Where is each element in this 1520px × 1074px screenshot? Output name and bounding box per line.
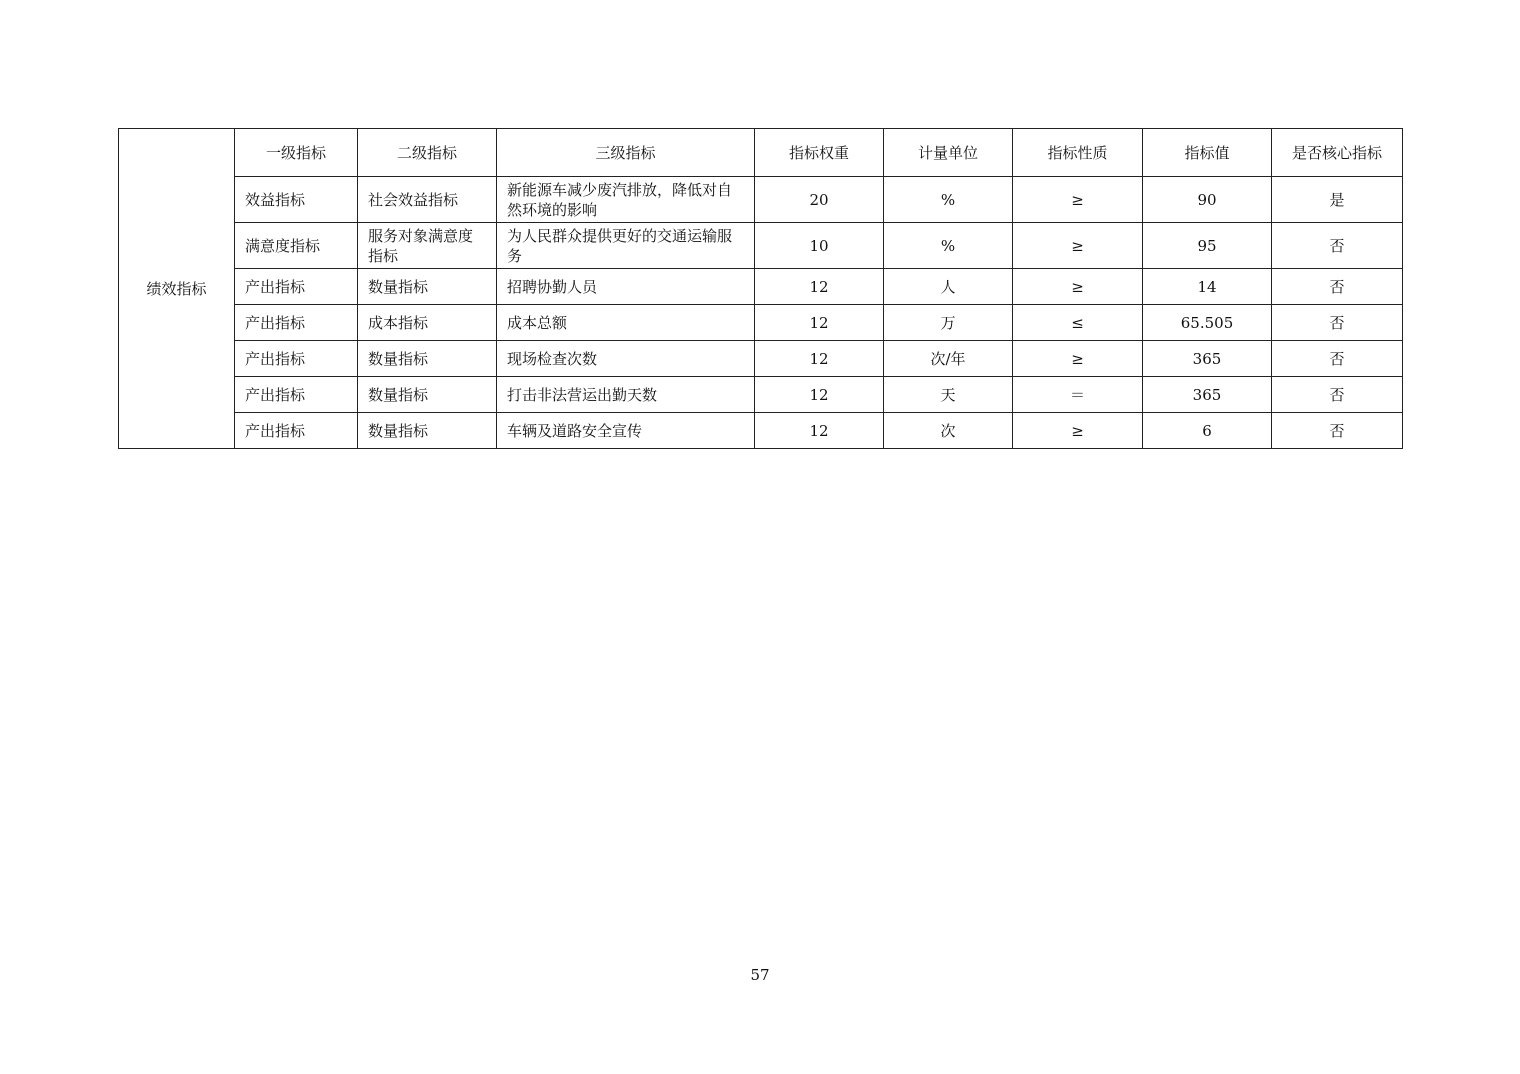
table-row [119,177,1403,223]
level3-cell: 新能源车减少废汽排放，降低对自然环境的影响 [497,177,755,223]
level3-cell: 现场检查次数 [497,341,755,377]
nature-cell: ≥ [1013,269,1143,305]
level3-cell: 为人民群众提供更好的交通运输服务 [497,223,755,269]
performance-indicator-table [118,128,1403,449]
value-cell: 6 [1143,413,1272,449]
weight-cell: 12 [755,377,884,413]
value-cell: 14 [1143,269,1272,305]
unit-cell: 天 [884,377,1013,413]
value-cell: 90 [1143,177,1272,223]
level1-cell: 产出指标 [235,413,358,449]
level2-cell: 成本指标 [358,305,497,341]
core-cell: 否 [1272,269,1403,305]
unit-cell: 人 [884,269,1013,305]
level2-cell: 社会效益指标 [358,177,497,223]
level1-cell: 产出指标 [235,377,358,413]
level2-cell: 服务对象满意度指标 [358,223,497,269]
weight-cell: 12 [755,269,884,305]
header-cell: 是否核心指标 [1272,129,1403,177]
level3-cell: 招聘协勤人员 [497,269,755,305]
unit-cell: 次 [884,413,1013,449]
level3-cell: 车辆及道路安全宣传 [497,413,755,449]
nature-cell: ≥ [1013,341,1143,377]
weight-cell: 10 [755,223,884,269]
level2-cell: 数量指标 [358,413,497,449]
level2-cell: 数量指标 [358,269,497,305]
value-cell: 365 [1143,377,1272,413]
level1-cell: 产出指标 [235,305,358,341]
weight-cell: 20 [755,177,884,223]
table-row [119,269,1403,305]
table-row [119,223,1403,269]
unit-cell: % [884,177,1013,223]
core-cell: 否 [1272,413,1403,449]
value-cell: 65.505 [1143,305,1272,341]
level3-cell: 打击非法营运出勤天数 [497,377,755,413]
table-row [119,377,1403,413]
level1-cell: 产出指标 [235,269,358,305]
nature-cell: ＝ [1013,377,1143,413]
core-cell: 否 [1272,223,1403,269]
unit-cell: 次/年 [884,341,1013,377]
value-cell: 365 [1143,341,1272,377]
nature-cell: ≥ [1013,413,1143,449]
header-cell: 三级指标 [497,129,755,177]
table-row [119,341,1403,377]
nature-cell: ≥ [1013,177,1143,223]
header-cell: 指标性质 [1013,129,1143,177]
core-cell: 否 [1272,377,1403,413]
core-cell: 否 [1272,341,1403,377]
core-cell: 否 [1272,305,1403,341]
level2-cell: 数量指标 [358,341,497,377]
nature-cell: ≥ [1013,223,1143,269]
level1-cell: 满意度指标 [235,223,358,269]
header-cell: 二级指标 [358,129,497,177]
header-cell: 指标权重 [755,129,884,177]
nature-cell: ≤ [1013,305,1143,341]
table-row [119,305,1403,341]
header-cell: 一级指标 [235,129,358,177]
page-number: 57 [750,966,770,984]
weight-cell: 12 [755,341,884,377]
weight-cell: 12 [755,413,884,449]
table-row [119,413,1403,449]
level1-cell: 产出指标 [235,341,358,377]
level2-cell: 数量指标 [358,377,497,413]
header-cell: 计量单位 [884,129,1013,177]
unit-cell: % [884,223,1013,269]
core-cell: 是 [1272,177,1403,223]
level3-cell: 成本总额 [497,305,755,341]
value-cell: 95 [1143,223,1272,269]
header-cell: 指标值 [1143,129,1272,177]
table-header-row [119,129,1403,177]
unit-cell: 万 [884,305,1013,341]
weight-cell: 12 [755,305,884,341]
level1-cell: 效益指标 [235,177,358,223]
group-label-cell: 绩效指标 [119,129,235,449]
